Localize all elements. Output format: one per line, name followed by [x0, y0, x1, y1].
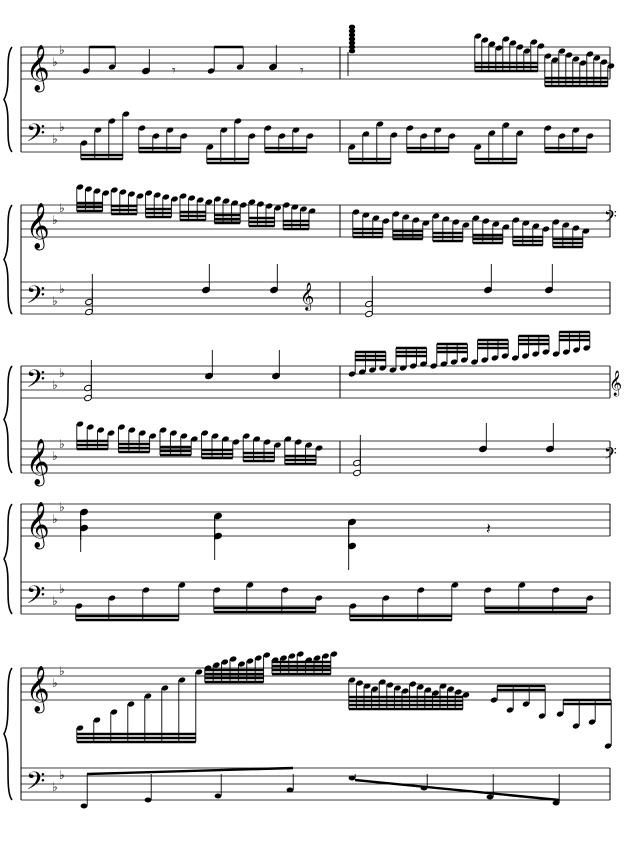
flat-icon: ♭ [59, 282, 65, 296]
eighth-rest-icon: 𝄾 [300, 63, 304, 79]
brace [4, 668, 12, 800]
flat-icon: ♭ [52, 213, 58, 227]
flat-icon: ♭ [59, 120, 65, 134]
brace [4, 205, 12, 314]
flat-icon: ♭ [52, 378, 58, 392]
note-head [349, 776, 356, 781]
note-head [553, 801, 560, 806]
beam [87, 768, 293, 774]
note-head [215, 794, 222, 799]
note-head [145, 798, 152, 803]
flat-icon: ♭ [52, 449, 58, 463]
treble-clef-icon: 𝄞 [26, 45, 50, 91]
note-head [349, 49, 355, 54]
beam [355, 780, 559, 800]
flat-icon: ♭ [52, 294, 58, 308]
bass-clef-icon: 𝄢 [604, 206, 617, 230]
note-head [81, 804, 88, 809]
flat-icon: ♭ [59, 768, 65, 782]
bass-clef-icon: 𝄢 [26, 281, 46, 316]
treble-clef-icon: 𝄞 [26, 203, 50, 249]
brace [4, 504, 12, 614]
eighth-rest-icon: 𝄾 [172, 63, 176, 79]
note-head [287, 788, 294, 793]
treble-clef-icon: 𝄞 [26, 502, 50, 548]
bass-clef-icon: 𝄢 [604, 443, 617, 467]
flat-icon: ♭ [59, 437, 65, 451]
flat-icon: ♭ [52, 132, 58, 146]
note-head [487, 795, 494, 800]
flat-icon: ♭ [59, 582, 65, 596]
brace [4, 366, 12, 473]
bass-clef-icon: 𝄢 [26, 365, 46, 400]
brace [4, 47, 12, 152]
flat-icon: ♭ [52, 780, 58, 794]
system-5-notes [76, 650, 612, 808]
system-3 [4, 365, 610, 487]
system-4-notes [75, 508, 594, 620]
flat-icon: ♭ [59, 664, 65, 678]
system-2-notes [76, 183, 617, 317]
flat-icon: ♭ [59, 366, 65, 380]
flat-icon: ♭ [59, 201, 65, 215]
flat-icon: ♭ [52, 676, 58, 690]
flat-icon: ♭ [52, 55, 58, 69]
bass-clef-icon: 𝄢 [26, 767, 46, 802]
system-1-notes [80, 25, 615, 163]
flat-icon: ♭ [59, 500, 65, 514]
treble-clef-icon: 𝄞 [609, 371, 623, 396]
system-3-notes [76, 332, 622, 477]
flat-icon: ♭ [59, 43, 65, 57]
flat-icon: ♭ [52, 512, 58, 526]
quarter-rest-icon: 𝄽 [486, 519, 491, 538]
bass-clef-icon: 𝄢 [26, 581, 46, 616]
treble-clef-icon: 𝄞 [26, 439, 50, 485]
flat-icon: ♭ [52, 594, 58, 608]
treble-clef-icon: 𝄞 [26, 666, 50, 712]
treble-clef-icon: 𝄞 [300, 282, 315, 310]
bass-clef-icon: 𝄢 [26, 119, 46, 154]
